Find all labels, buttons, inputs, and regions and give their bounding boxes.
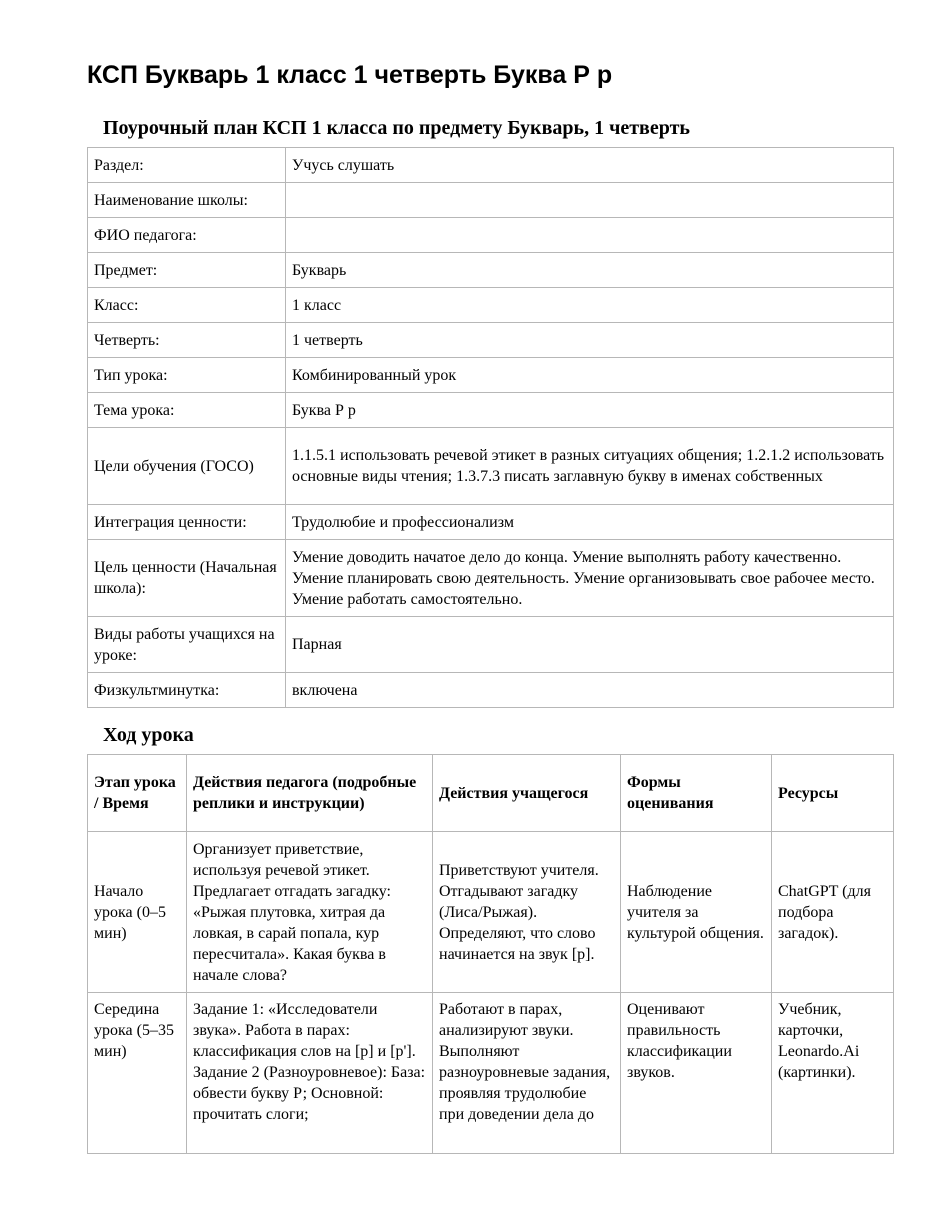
info-value: Умение доводить начатое дело до конца. Умение выполнять работу качественно. Умение планировать свою деятельность. Умение организовывать свое рабочее место. Умение работать самостоятельно. bbox=[286, 540, 894, 617]
table-row bbox=[88, 993, 894, 1154]
teacher-actions-cell: Организует приветствие, используя речевой этикет. Предлагает отгадать загадку: «Рыжая плутовка, хитрая да ловкая, в сарай попала, кур пересчитала». Какая буква в начале слова? bbox=[187, 832, 433, 993]
info-value: 1 четверть bbox=[286, 323, 894, 358]
info-row-topic bbox=[88, 393, 894, 428]
info-label: Виды работы учащихся на уроке: bbox=[88, 617, 286, 673]
info-row-goals bbox=[88, 428, 894, 505]
page-title: КСП Букварь 1 класс 1 четверть Буква Р р bbox=[87, 61, 613, 89]
info-row-value-integration bbox=[88, 505, 894, 540]
info-row-quarter bbox=[88, 323, 894, 358]
info-row-work-types bbox=[88, 617, 894, 673]
info-row-teacher bbox=[88, 218, 894, 253]
column-header-teacher: Действия педагога (подробные реплики и инструкции) bbox=[187, 755, 433, 832]
student-actions-cell: Приветствуют учителя. Отгадывают загадку (Лиса/Рыжая). Определяют, что слово начинается на звук [р]. bbox=[433, 832, 621, 993]
info-value: 1 класс bbox=[286, 288, 894, 323]
plan-heading: Поурочный план КСП 1 класса по предмету Букварь, 1 четверть bbox=[103, 117, 690, 139]
assessment-cell: Оценивают правильность классификации звуков. bbox=[621, 993, 772, 1154]
column-header-student: Действия учащегося bbox=[433, 755, 621, 832]
info-label: Физкультминутка: bbox=[88, 673, 286, 708]
column-header-stage: Этап урока / Время bbox=[88, 755, 187, 832]
assessment-cell: Наблюдение учителя за культурой общения. bbox=[621, 832, 772, 993]
info-value: Учусь слушать bbox=[286, 148, 894, 183]
info-value: включена bbox=[286, 673, 894, 708]
info-label: ФИО педагога: bbox=[88, 218, 286, 253]
info-label: Цель ценности (Начальная школа): bbox=[88, 540, 286, 617]
teacher-actions-cell: Задание 1: «Исследователи звука». Работа в парах: классификация слов на [р] и [р']. Задание 2 (Разноуровневое): База: обвести букву Р; Основной: прочитать слоги; bbox=[187, 993, 433, 1154]
info-label: Цели обучения (ГОСО) bbox=[88, 428, 286, 505]
stage-cell: Начало урока (0–5 мин) bbox=[88, 832, 187, 993]
info-value: Букварь bbox=[286, 253, 894, 288]
info-row-value-goal bbox=[88, 540, 894, 617]
resources-cell: Учебник, карточки, Leonardo.Ai (картинки). bbox=[772, 993, 894, 1154]
table-header-row bbox=[88, 755, 894, 832]
lesson-info-table bbox=[87, 147, 894, 708]
info-label: Тема урока: bbox=[88, 393, 286, 428]
info-row-lesson-type bbox=[88, 358, 894, 393]
info-label: Четверть: bbox=[88, 323, 286, 358]
info-label: Наименование школы: bbox=[88, 183, 286, 218]
info-value: Буква Р р bbox=[286, 393, 894, 428]
info-label: Класс: bbox=[88, 288, 286, 323]
column-header-resources: Ресурсы bbox=[772, 755, 894, 832]
info-value bbox=[286, 183, 894, 218]
progress-heading: Ход урока bbox=[103, 724, 194, 746]
info-value: Трудолюбие и профессионализм bbox=[286, 505, 894, 540]
info-label: Тип урока: bbox=[88, 358, 286, 393]
resources-cell: ChatGPT (для подбора загадок). bbox=[772, 832, 894, 993]
info-row-subject bbox=[88, 253, 894, 288]
info-label: Раздел: bbox=[88, 148, 286, 183]
info-row-pe-break bbox=[88, 673, 894, 708]
info-row-section bbox=[88, 148, 894, 183]
column-header-assessment: Формы оценивания bbox=[621, 755, 772, 832]
info-value: Парная bbox=[286, 617, 894, 673]
info-value: 1.1.5.1 использовать речевой этикет в разных ситуациях общения; 1.2.1.2 использовать основные виды чтения; 1.3.7.3 писать заглавную букву в именах собственных bbox=[286, 428, 894, 505]
info-value: Комбинированный урок bbox=[286, 358, 894, 393]
student-actions-cell: Работают в парах, анализируют звуки. Выполняют разноуровневые задания, проявляя трудолюбие при доведении дела до bbox=[433, 993, 621, 1154]
info-row-grade bbox=[88, 288, 894, 323]
info-label: Предмет: bbox=[88, 253, 286, 288]
table-row bbox=[88, 832, 894, 993]
info-row-school bbox=[88, 183, 894, 218]
info-value bbox=[286, 218, 894, 253]
stage-cell: Середина урока (5–35 мин) bbox=[88, 993, 187, 1154]
info-label: Интеграция ценности: bbox=[88, 505, 286, 540]
lesson-progress-table bbox=[87, 754, 894, 1154]
